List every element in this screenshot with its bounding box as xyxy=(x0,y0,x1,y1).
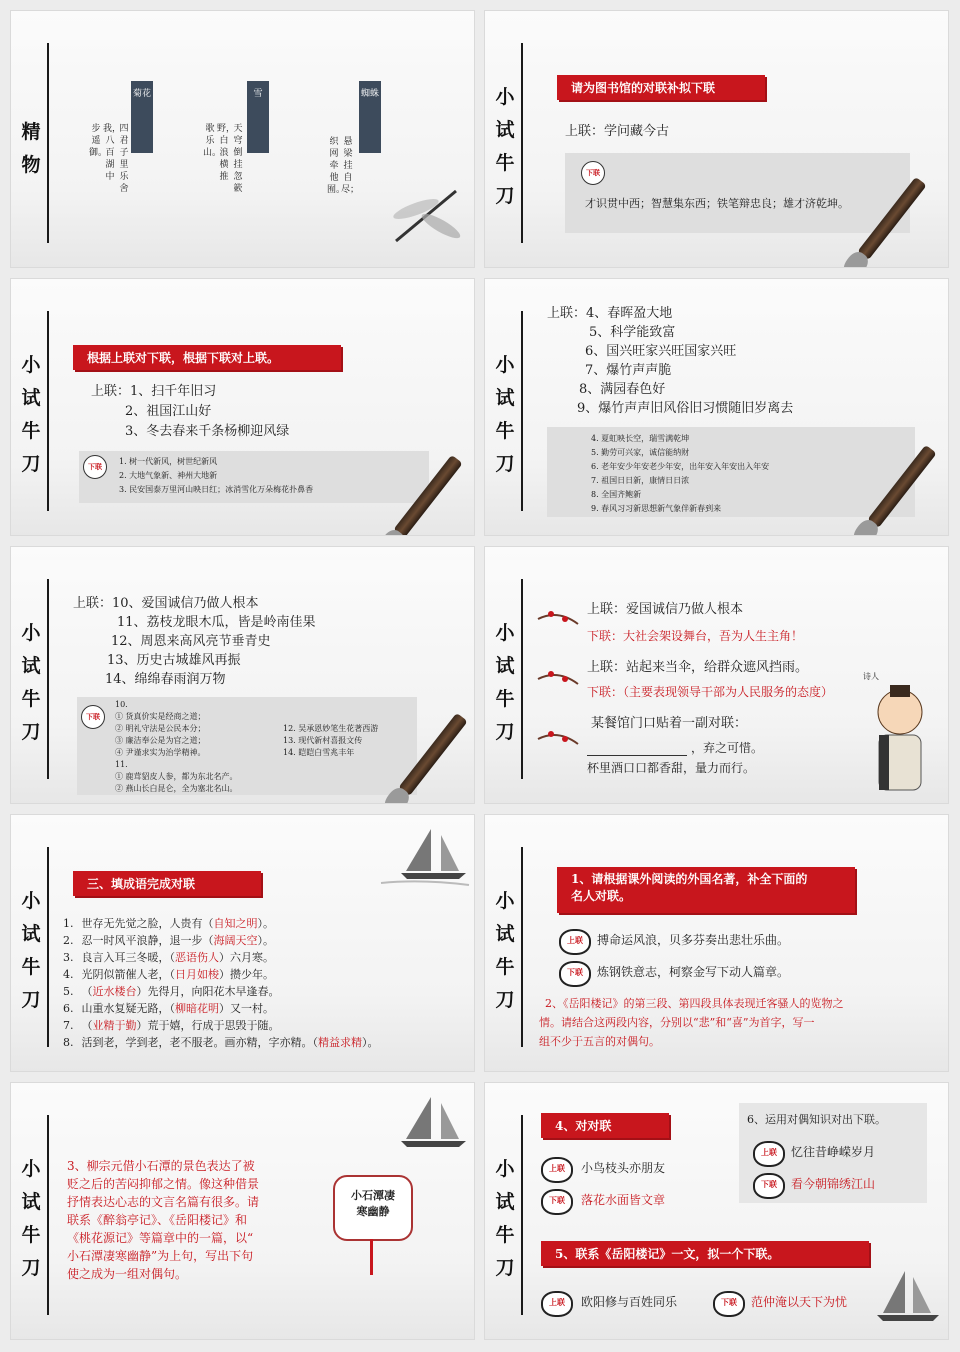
upper-couplet: 12、周恩来高风亮节垂青史 xyxy=(111,634,271,649)
section-banner: 请为图书馆的对联补拟下联 xyxy=(557,75,765,100)
lower-couplet: ③ 廉洁奉公是为官之道； xyxy=(115,736,206,745)
item-text: ）。 xyxy=(362,1036,379,1049)
lower-couplet: 范仲淹以天下为忧 xyxy=(751,1295,848,1309)
lower-couplet: 5. 勤劳可兴家，诚信能纳财 xyxy=(591,448,690,457)
item-number: 5. xyxy=(63,985,74,998)
upper-couplet: 3、冬去春来千条杨柳迎风绿 xyxy=(125,424,290,439)
blank-line xyxy=(587,755,687,756)
upper-couplet: 8、满园春色好 xyxy=(579,382,666,397)
item-text: （ xyxy=(81,1019,93,1032)
scholar-icon xyxy=(865,677,935,797)
divider-line xyxy=(47,1115,49,1315)
poem-col: 我，八百湖中 xyxy=(103,124,122,182)
lower-couplet: 7. 祖国日日新，康情日日浓 xyxy=(591,476,690,485)
question-text: 小石潭凄寒幽静”为上句，写出下句 xyxy=(67,1249,254,1263)
upper-couplet: 11、荔枝龙眼木瓜，皆是岭南佳果 xyxy=(117,615,316,630)
question-text: 联系《醉翁亭记》、《岳阳楼记》和 xyxy=(67,1213,248,1227)
item-number: 6. xyxy=(63,1002,74,1015)
side-title: 小试牛刀 xyxy=(21,1158,41,1279)
item-text: 光阴似箭催人老，（ xyxy=(81,968,175,981)
lower-couplet: 落花水面皆文章 xyxy=(581,1193,666,1207)
idiom-answer: 精益求精 xyxy=(318,1036,362,1049)
lower-couplet: ② 明礼守法是公民本分； xyxy=(115,724,206,733)
item-number: 2. xyxy=(63,934,74,947)
idiom-answer: 自知之明 xyxy=(213,917,258,930)
poem-col: 步遥御。 xyxy=(89,124,108,158)
idiom-item xyxy=(63,915,274,933)
item-text: ）先得月，向阳花木早逢春。 xyxy=(136,985,280,998)
lower-couplet-badge: 下联 xyxy=(541,1189,573,1215)
slide-6 xyxy=(484,546,949,804)
lower-couplet: 才识贯中西；智慧集东西；铁笔辩忠良；雄才济乾坤。 xyxy=(585,197,849,210)
upper-couplet: 欧阳修与百姓同乐 xyxy=(581,1295,678,1309)
upper-couplet: 2、祖国江山好 xyxy=(125,404,212,419)
slide-title: 精物 xyxy=(21,121,41,176)
section-banner xyxy=(557,867,855,913)
upper-couplet: 上联：1、扫千年旧习 xyxy=(91,384,217,399)
sailboat-icon xyxy=(361,1089,471,1159)
lower-couplet: 下联：大社会架设舞台，吾为人生主角！ xyxy=(587,629,804,643)
lower-couplet: 12. 吴承恩妙笔生花著西游 xyxy=(283,724,379,733)
idiom-item xyxy=(63,932,274,950)
side-title: 小试牛刀 xyxy=(495,890,515,1011)
poem-col: 四君子里乐舍 xyxy=(119,124,129,194)
side-title: 小试牛刀 xyxy=(495,622,515,743)
divider-line xyxy=(47,847,49,1047)
section-banner: 三、填成语完成对联 xyxy=(73,871,261,896)
upper-couplet: 上联：10、爱国诚信乃做人根本 xyxy=(73,596,259,611)
upper-couplet: 上联：4、春晖盈大地 xyxy=(547,306,673,321)
item-text: 活到老，学到老，老不服老。画亦精，字亦精。（ xyxy=(81,1036,318,1049)
item-text: （ xyxy=(81,985,93,998)
lower-couplet: 14. 皑皑白雪兆丰年 xyxy=(283,748,355,757)
slide-5 xyxy=(10,546,475,804)
poem-col: 悬梁挂自尽； xyxy=(341,137,360,195)
upper-couplet: 忆往昔峥嵘岁月 xyxy=(791,1145,876,1159)
upper-couplet: 上联：学问藏今古 xyxy=(565,124,670,139)
divider-line xyxy=(521,847,523,1047)
item-number: 7. xyxy=(63,1019,74,1032)
question-text: 6、运用对偶知识对出下联。 xyxy=(747,1113,886,1126)
lower-couplet-badge: 下联 xyxy=(713,1291,745,1317)
lower-couplet: 3. 民安国泰万里河山映日红；冰消雪化万朵梅花扑鼻香 xyxy=(119,485,314,494)
item-number: 4. xyxy=(63,968,74,981)
upper-couplet: 6、国兴旺家兴旺国家兴旺 xyxy=(585,344,737,359)
item-text: ）。 xyxy=(257,917,274,930)
seal-text: 寒幽静 xyxy=(356,1205,390,1218)
item-text: ）。 xyxy=(257,934,274,947)
lower-couplet: ① 鹿茸貂皮人参，都为东北名产。 xyxy=(115,772,238,781)
poet-label: 诗人 xyxy=(863,672,879,681)
couplet-line: ，弃之可惜。 xyxy=(691,741,764,755)
upper-couplet: 5、科学能致富 xyxy=(589,325,676,340)
upper-couplet: 上联：站起来当伞，给群众遮风挡雨。 xyxy=(587,660,809,675)
idiom-answer: 业精于勤 xyxy=(92,1019,137,1032)
lower-couplet: 2. 大地气象新、神州大地新 xyxy=(119,471,218,480)
lower-couplet: 9. 春风习习新思想新气象伴新春到来 xyxy=(591,504,722,513)
upper-couplet: 7、爆竹声声脆 xyxy=(585,363,672,378)
side-title: 小试牛刀 xyxy=(21,354,41,475)
plum-blossom-icon xyxy=(533,599,583,759)
lower-couplet: 看今朝锦绣江山 xyxy=(791,1177,876,1191)
side-title: 小试牛刀 xyxy=(21,622,41,743)
upper-couplet: 上联：爱国诚信乃做人根本 xyxy=(587,602,744,617)
divider-line xyxy=(47,311,49,511)
slide-4 xyxy=(484,278,949,536)
lower-couplet: ① 货真价实是经商之道； xyxy=(115,712,206,721)
slide-9 xyxy=(10,1082,475,1340)
upper-couplet-badge: 上联 xyxy=(559,929,591,955)
lower-couplet-badge: 下联 xyxy=(559,961,591,987)
upper-couplet-badge: 上联 xyxy=(541,1291,573,1317)
idiom-item xyxy=(63,1017,280,1035)
divider-line xyxy=(521,579,523,779)
lower-couplet: 11. xyxy=(115,760,128,769)
question-text: 抒情表达心志的文言名篇有很多。请 xyxy=(67,1195,260,1209)
divider-line xyxy=(521,1115,523,1315)
divider-line xyxy=(521,43,523,243)
lower-couplet: 下联：（主要表现领导干部为人民服务的态度） xyxy=(587,685,834,699)
slide-3 xyxy=(10,278,475,536)
question-text: 情。请结合这两段内容，分别以“悲”和“喜”为首字，写一 xyxy=(539,1016,815,1029)
upper-couplet: 14、绵绵春雨润万物 xyxy=(105,672,226,687)
idiom-answer: 恶语伤人 xyxy=(175,951,219,964)
divider-line xyxy=(521,311,523,511)
banner-line: 1、请根据课外阅读的外国名著，补全下面的 xyxy=(571,872,808,886)
question-text: 组不少于五言的对偶句。 xyxy=(539,1035,660,1048)
idiom-item xyxy=(63,966,274,984)
dragonfly-icon xyxy=(386,181,466,251)
side-title: 小试牛刀 xyxy=(495,1158,515,1279)
section-banner: 5、联系《岳阳楼记》一文，拟一个下联。 xyxy=(541,1241,869,1266)
couplet-line: 杯里酒口口都香甜，量力而行。 xyxy=(587,761,756,775)
slide-2 xyxy=(484,10,949,268)
slide-8 xyxy=(484,814,949,1072)
idiom-item xyxy=(63,983,280,1001)
slide-7 xyxy=(10,814,475,1072)
item-text: ）六月寒。 xyxy=(219,951,274,964)
upper-couplet: 小鸟枝头亦朋友 xyxy=(581,1161,666,1175)
slide-1 xyxy=(10,10,475,268)
seal-text: 小石潭凄 xyxy=(351,1189,395,1202)
idiom-answer: 近水楼台 xyxy=(92,985,137,998)
lower-couplet-badge: 下联 xyxy=(83,455,107,479)
tag-snow: 雪 xyxy=(247,81,269,153)
banner-line: 名人对联。 xyxy=(571,889,632,903)
item-text: ）又一村。 xyxy=(219,1002,274,1015)
lower-couplet: 8. 全国齐鲍新 xyxy=(591,490,642,499)
lower-couplet: 4. 夏虹映长空，瑞雪满乾坤 xyxy=(591,434,690,443)
item-number: 3. xyxy=(63,951,74,964)
upper-couplet: 13、历史古城雄风再振 xyxy=(107,653,241,668)
upper-couplet: 搏命运风浪，贝多芬奏出悲壮乐曲。 xyxy=(597,933,790,947)
sailboat-icon xyxy=(855,1263,945,1333)
poem-col: 歌乐山。 xyxy=(203,124,222,158)
idiom-answer: 海阔天空 xyxy=(213,934,258,947)
item-text: 良言入耳三冬暖，（ xyxy=(81,951,175,964)
lower-couplet: 10. xyxy=(115,700,128,709)
lower-couplet-badge: 下联 xyxy=(581,161,605,185)
lower-couplet: 6. 老年安少年安老少年安，出年安入年安出入年安 xyxy=(591,462,770,471)
lower-couplet-badge: 下联 xyxy=(753,1173,785,1199)
slide-10 xyxy=(484,1082,949,1340)
idiom-item xyxy=(63,1000,274,1018)
idiom-item xyxy=(63,949,274,967)
item-number: 1. xyxy=(63,917,74,930)
lower-couplet: 1. 树一代新风，树世纪新风 xyxy=(119,457,218,466)
poem-col: 织网牵他囿。 xyxy=(327,137,346,195)
question-text: 3、柳宗元借小石潭的景色表达了被 xyxy=(67,1159,255,1173)
lower-couplet: 炼钢铁意志，柯察金写下动人篇章。 xyxy=(597,965,790,979)
sailboat-icon xyxy=(361,821,471,891)
lower-couplet-badge: 下联 xyxy=(81,705,105,729)
answer-box xyxy=(565,153,910,233)
question-text: 使之成为一组对偶句。 xyxy=(67,1267,188,1281)
idiom-answer: 日月如梭 xyxy=(175,968,219,981)
upper-couplet: 9、爆竹声声旧风俗旧习惯随旧岁离去 xyxy=(577,401,794,416)
idiom-item xyxy=(63,1034,379,1052)
item-text: 忍一时风平浪静，退一步（ xyxy=(81,934,214,947)
question-text: 2、《岳阳楼记》的第三段、第四段具体表现迁客骚人的览物之 xyxy=(545,997,844,1010)
item-text: 世存无先觉之脸，人贵有（ xyxy=(81,917,214,930)
item-text: ）荒于嬉，行成于思毁于随。 xyxy=(136,1019,280,1032)
tag-spider: 蜘蛛 xyxy=(359,81,381,153)
poem-col: 天穹倒挂忽簌 xyxy=(233,124,243,194)
question-text: 《桃花源记》等篇章中的一篇，以“ xyxy=(67,1231,254,1245)
tag-chrysanthemum: 菊花 xyxy=(131,81,153,153)
section-banner: 4、对对联 xyxy=(541,1113,669,1138)
question-text: 贬之后的苦闷抑郁之情。像这种借景 xyxy=(67,1177,260,1191)
item-text: 山重水复疑无路，（ xyxy=(81,1002,175,1015)
title-seal xyxy=(333,1175,413,1241)
side-title: 小试牛刀 xyxy=(495,86,515,207)
lower-couplet: ④ 尹谨求实为治学精神。 xyxy=(115,748,206,757)
upper-couplet-badge: 上联 xyxy=(541,1157,573,1183)
divider-line xyxy=(47,579,49,779)
idiom-answer: 柳暗花明 xyxy=(175,1002,219,1015)
divider-line xyxy=(47,43,49,243)
item-text: ）攒少年。 xyxy=(219,968,274,981)
question-text: 某餐馆门口贴着一副对联： xyxy=(591,716,748,731)
tassel xyxy=(370,1239,373,1275)
side-title: 小试牛刀 xyxy=(495,354,515,475)
upper-couplet-badge: 上联 xyxy=(753,1141,785,1167)
lower-couplet: ② 燕山长白昆仑，全为塞北名山。 xyxy=(115,784,238,793)
lower-couplet: 13. 现代新村喜报文传 xyxy=(283,736,363,745)
poem-col: 野，白浪横推 xyxy=(217,124,236,182)
section-banner: 根据上联对下联，根据下联对上联。 xyxy=(73,345,341,370)
side-title: 小试牛刀 xyxy=(21,890,41,1011)
item-number: 8. xyxy=(63,1036,74,1049)
